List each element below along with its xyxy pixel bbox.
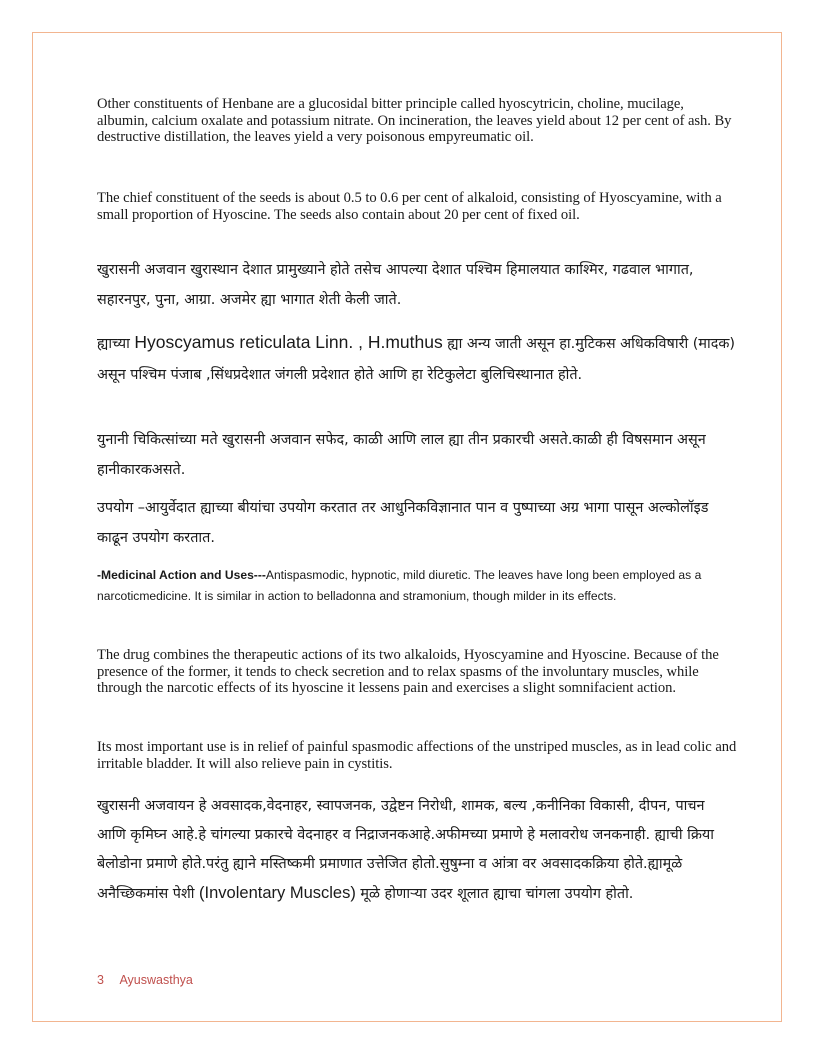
paragraph-marathi-cultivation: खुरासनी अजवान खुरास्थान देशात प्रामुख्याने होते तसेच आपल्या देशात पश्चिम हिमालयात काश्मिर, गढवाल भागात, सहारनपुर, पुना, आग्रा. अजमेर ह्या भागात शेती केली जाते. — [97, 262, 694, 308]
properties-text: खुरासनी अजवायन हे अवसादक,वेदनाहर, स्वापजनक, उद्वेष्टन निरोधी, शामक, बल्य ,कनीनिका विकासी, दीपन, पाचन आणि कृमिघ्न आहे.हे चांगल्या प्रकारचे वेदनाहर व निद्राजनकआहे.अफीमच्या प्रमाणे हे मलावरोध जनकनाही. ह्याची क्रिया बेलोडोना प्रमाणे होते.परंतु ह्याने मस्तिष्कमी प्रमाणात उत्तेजित होतो.सुषुम्ना व आंत्रा वर अवसादकक्रिया होते.ह्यामूळे अनैच्छिकमांस पेशी — [97, 798, 714, 902]
properties-latin-term: (Involentary Muscles) — [199, 884, 356, 902]
paragraph-marathi-properties — [97, 792, 737, 909]
paragraph-marathi-uses: उपयोग –आयुर्वेदात ह्याच्या बीयांचा उपयोग करतात तर आधुनिकविज्ञानात पान व पुष्पाच्या अग्र भागा पासून अल्कोलॉइड काढून उपयोग करतात. — [97, 500, 709, 546]
paragraph-medicinal-action — [97, 565, 737, 606]
species-latin-names: Hyoscyamus reticulata Linn. , H.muthus — [134, 332, 443, 352]
page-number: 3 — [97, 973, 104, 987]
footer-title: Ayuswasthya — [119, 973, 193, 987]
species-prefix: ह्याच्या — [97, 336, 135, 352]
paragraph-drug-actions: The drug combines the therapeutic actions of its two alkaloids, Hyoscyamine and Hyoscine. Because of the presence of the former, it tends to check secretion and to relax spasms of the involuntary muscles, while through the narcotic effects of its hyoscine it lessens pain and exercises a slight somnifacient action. — [97, 647, 719, 697]
medicinal-action-text: Antispasmodic, hypnotic, mild diuretic. The leaves have long been employed as a narcoticmedicine. It is similar in action to belladonna and stramonium, though milder in its effects. — [97, 568, 702, 603]
paragraph-marathi-species — [97, 327, 737, 391]
page-footer — [97, 973, 193, 987]
paragraph-marathi-unani: युनानी चिकित्सांच्या मते खुरासनी अजवान सफेद, काळी आणि लाल ह्या तीन प्रकारची असते.काळी ही विषसमान असून हानीकारकअसते. — [97, 432, 706, 478]
medicinal-action-heading: -Medicinal Action and Uses--- — [97, 568, 266, 582]
paragraph-important-use: Its most important use is in relief of painful spasmodic affections of the unstriped muscles, as in lead colic and irritable bladder. It will also relieve pain in cystitis. — [97, 739, 737, 772]
properties-text-end: मूळे होणाऱ्या उदर शूलात ह्याचा चांगला उपयोग होतो. — [355, 886, 634, 902]
species-suffix: ह्या अन्य जाती असून हा.मुटिकस अधिकविषारी (मादक) असून पश्चिम पंजाब ,सिंधप्रदेशात जंगली प्रदेशात होते आणि हा रेटिकुलेटा बुलिचिस्थानात होते. — [97, 336, 736, 383]
paragraph-henbane-constituents: Other constituents of Henbane are a glucosidal bitter principle called hyoscytricin, choline, mucilage, albumin, calcium oxalate and potassium nitrate. On incineration, the leaves yield about 12 per cent of ash. By destructive distillation, the leaves yield a very poisonous empyreumatic oil. — [97, 96, 732, 146]
paragraph-seed-constituents: The chief constituent of the seeds is about 0.5 to 0.6 per cent of alkaloid, consisting of Hyoscyamine, with a small proportion of Hyoscine. The seeds also contain about 20 per cent of fixed oil. — [97, 190, 722, 223]
